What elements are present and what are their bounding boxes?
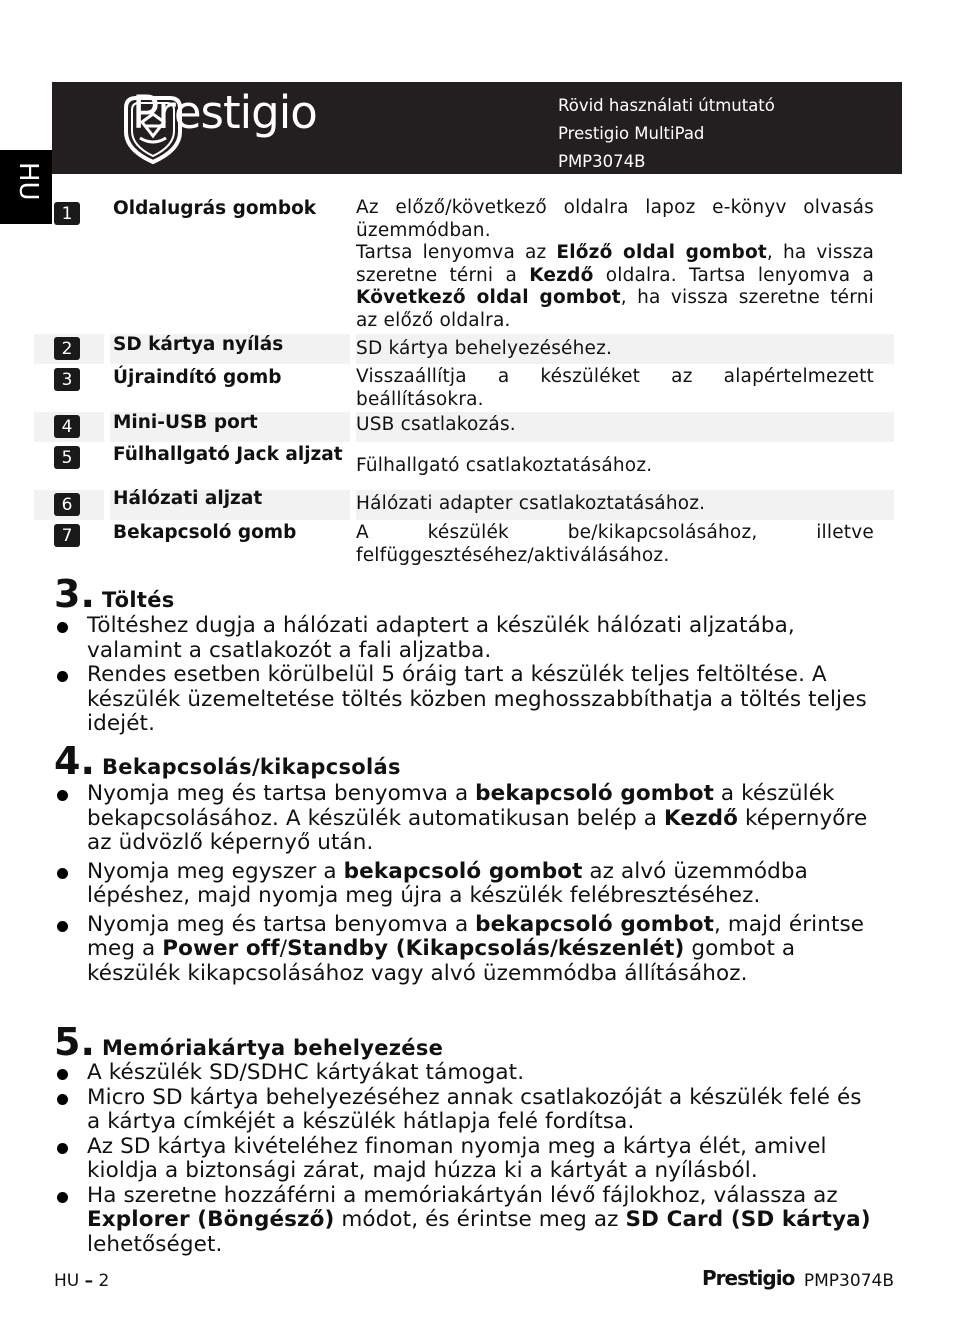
table-row	[34, 520, 894, 568]
list-item: Nyomja meg egyszer a bekapcsoló gombot az alvó üzemmódba lépéshez, majd nyomja meg újra a készülék felébresztéséhez.	[54, 860, 874, 909]
section-number: 4.	[54, 739, 95, 783]
document-header	[52, 82, 902, 174]
row-description: Fülhallgató csatlakoztatásához.	[356, 455, 653, 476]
row-name: Mini-USB port	[113, 412, 258, 433]
footer-logo: Prestigio	[702, 1266, 795, 1290]
list-item: Rendes esetben körülbelül 5 óráig tart a készülék teljes feltöltése. A készülék üzemeltetése töltés közben meghosszabbíthatja a töltés teljes idejét.	[54, 663, 874, 737]
table-row	[34, 334, 894, 364]
section-title: Bekapcsolás/kikapcsolás	[101, 755, 401, 779]
row-name: SD kártya nyílás	[113, 334, 284, 355]
list-item: Nyomja meg és tartsa benyomva a bekapcsoló gombot, majd érintse meg a Power off/Standby (Kikapcsolás/készenlét) gombot a készülék kikapcsolásához vagy alvó üzemmódba állításához.	[54, 913, 874, 987]
row-description: Az előző/következő oldalra lapoz e-könyv olvasás üzemmódban. Tartsa lenyomva az Előző oldal gombot, ha vissza szeretne térni a Kezdő oldalra. Tartsa lenyomva a Következő oldal gombot, ha vissza szeretne térni az előző oldalra.	[356, 197, 874, 331]
row-name: Fülhallgató Jack aljzat	[113, 444, 343, 465]
row-number: 2	[54, 337, 80, 360]
row-number: 4	[54, 415, 80, 438]
list-item: Töltéshez dugja a hálózati adaptert a készülék hálózati aljzatába, valamint a csatlakozót a fali aljzatba.	[54, 614, 874, 663]
charging-list	[54, 614, 874, 737]
row-number: 3	[54, 368, 80, 391]
row-number: 7	[54, 524, 80, 547]
row-description: USB csatlakozás.	[356, 414, 516, 435]
header-model: PMP3074B	[558, 152, 646, 171]
row-name: Bekapcsoló gomb	[113, 522, 297, 543]
footer-model: PMP3074B	[803, 1271, 894, 1291]
row-description: A készülék be/kikapcsolásához, illetve felfüggesztéséhez/aktiválásához.	[356, 522, 874, 566]
section-heading-memory-card	[54, 1020, 443, 1064]
feature-table	[34, 194, 894, 568]
row-name: Újraindító gomb	[113, 367, 282, 388]
section-number: 3.	[54, 572, 95, 616]
list-item: Nyomja meg és tartsa benyomva a bekapcsoló gombot a készülék bekapcsolásához. A készülék automatikusan belép a Kezdő képernyőre az üdvözlő képernyő után.	[54, 782, 874, 856]
section-heading-charging	[54, 572, 175, 616]
list-item: Ha szeretne hozzáférni a memóriakártyán lévő fájlokhoz, válassza az Explorer (Böngésző) módot, és érintse meg az SD Card (SD kártya) lehetőséget.	[54, 1184, 874, 1258]
table-row	[34, 194, 894, 334]
row-number: 6	[54, 493, 80, 516]
language-tab-label: HU	[13, 162, 43, 201]
row-name: Oldalugrás gombok	[113, 198, 317, 219]
table-row	[34, 412, 894, 442]
list-item: A készülék SD/SDHC kártyákat támogat.	[54, 1061, 874, 1086]
header-product: Prestigio MultiPad	[558, 124, 705, 143]
section-number: 5.	[54, 1020, 95, 1064]
page-number: HU – 2	[54, 1271, 110, 1291]
row-description: Visszaállítja a készüléket az alapértelmezett beállításokra.	[356, 366, 874, 410]
header-doc-title: Rövid használati útmutató	[558, 96, 775, 115]
power-list	[54, 782, 874, 986]
row-description: Hálózati adapter csatlakoztatásához.	[356, 493, 706, 514]
section-title: Töltés	[101, 588, 175, 612]
logo-wordmark: Prestigio	[132, 86, 317, 139]
memory-card-list	[54, 1061, 874, 1257]
table-row	[34, 490, 894, 520]
row-description: SD kártya behelyezéséhez.	[356, 338, 613, 359]
list-item: Micro SD kártya behelyezéséhez annak csatlakozóját a készülék felé és a kártya címkéjét a készülék hátlapja felé fordítsa.	[54, 1086, 874, 1135]
section-heading-power	[54, 739, 401, 783]
row-number: 5	[54, 446, 80, 469]
row-name: Hálózati aljzat	[113, 488, 263, 509]
header-info	[558, 92, 775, 176]
row-number: 1	[54, 202, 80, 225]
list-item: Az SD kártya kivételéhez finoman nyomja meg a kártya élét, amivel kioldja a biztonsági zárat, majd húzza ki a kártyát a nyílásból.	[54, 1135, 874, 1184]
table-row	[34, 442, 894, 490]
table-row	[34, 364, 894, 412]
section-title: Memóriakártya behelyezése	[101, 1036, 444, 1060]
